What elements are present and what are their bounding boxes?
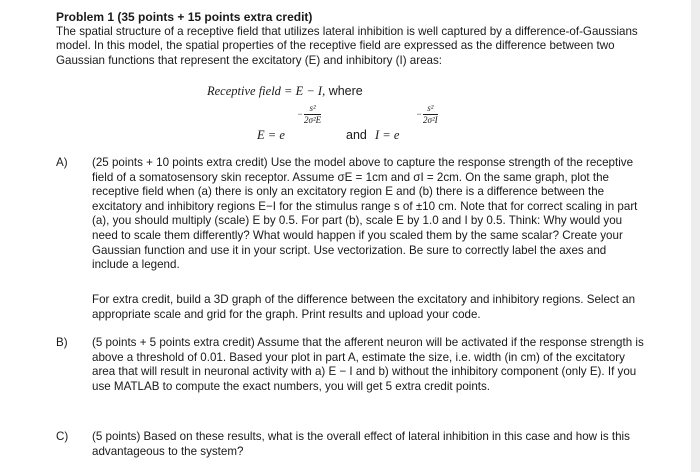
formula-and: and [346, 128, 367, 142]
gaussian-formulas [207, 104, 467, 144]
formula-i-lhs: I = e [375, 128, 400, 142]
exponent-e-numerator: s² [309, 103, 316, 113]
part-a-label: A) [56, 156, 68, 169]
extra-credit-text: For extra credit, build a 3D graph of the difference between the excitatory and inhibitory regions. Select an appropriate scale and grid for the graph. Print results and upload your code. [92, 293, 636, 321]
exponent-i: − s² 2σ²I [416, 103, 438, 125]
formula-line: Receptive field = E − I, [207, 84, 326, 98]
part-c [56, 430, 646, 459]
part-a [56, 156, 646, 273]
receptive-field-formula [207, 84, 363, 99]
page-edge [691, 0, 700, 472]
problem-header [56, 10, 656, 68]
problem-title: Problem 1 (35 points + 15 points extra credit) [56, 10, 313, 24]
exponent-i-numerator: s² [427, 103, 434, 113]
part-c-text: (5 points) Based on these results, what is the overall effect of lateral inhibition in this case and how is this advantageous to the system? [92, 430, 630, 458]
exponent-e: − s² 2σ²E [297, 103, 322, 125]
exponent-e-denominator: 2σ²E [304, 115, 322, 125]
part-a-text: (25 points + 10 points extra credit) Use the model above to capture the response strength of the receptive field of a somatosensory skin receptor. Assume σE = 1cm and σI = 2cm. On the same graph, plot the receptive field when (a) there is only an excitatory region E and (b) there is a difference between the excitatory and inhibitory regions E−I for the stimulus range s of ±10 cm. Note that for correct scaling in part (a), you should multiply (scale) E by 0.5. For part (b), scale E by 1.0 and I by 0.5. Think: Why would you need to scale them differently? What would happen if you scaled them by the same scalar? Create your Gaussian function and use it in your script. Use vectorization. Be sure to correctly label the axes and include a legend. [92, 156, 638, 272]
problem-intro: The spatial structure of a receptive field that utilizes lateral inhibition is well captured by a difference-of-Gaussians model. In this model, the spatial properties of the receptive field are expressed as the difference between two Gaussian functions that represent the excitatory (E) and inhibitory (I) areas: [56, 24, 638, 67]
formula-e-lhs: E = e [257, 128, 285, 142]
part-c-label: C) [56, 430, 69, 443]
formula-where: where [328, 84, 363, 98]
part-b [56, 336, 646, 394]
part-b-label: B) [56, 336, 68, 349]
part-b-text: (5 points + 5 points extra credit) Assume that the afferent neuron will be activated if the response strength is above a threshold of 0.01. Based your plot in part A, estimate the size, i.e. width (in cm) of the excitatory area that will result in neuronal activity with a) E − I and b) without the inhibitory component (only E). If you use MATLAB to compute the exact numbers, you will get 5 extra credit points. [92, 336, 644, 393]
exponent-i-denominator: 2σ²I [423, 115, 438, 125]
